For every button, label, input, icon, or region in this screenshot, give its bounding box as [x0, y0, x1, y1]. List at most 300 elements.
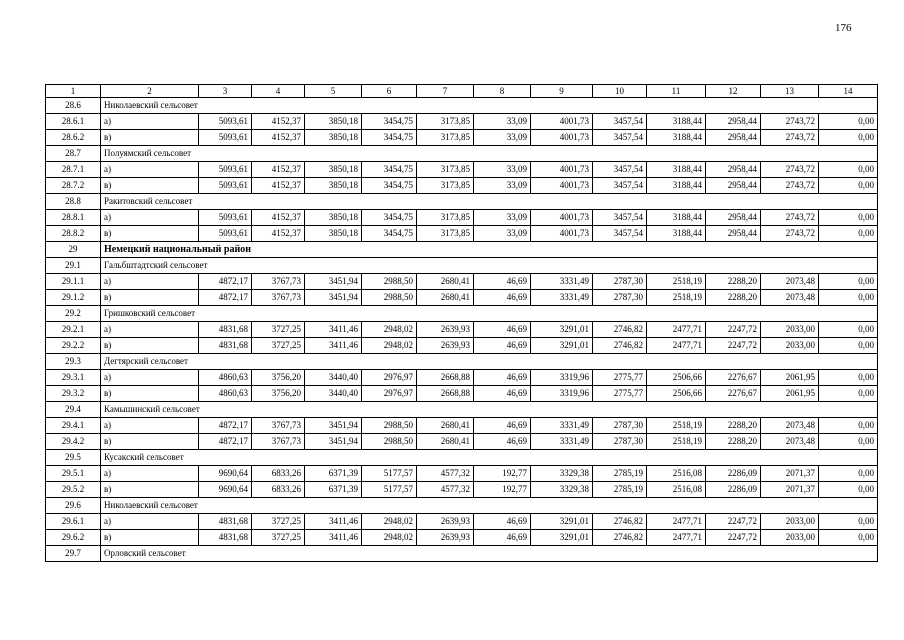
row-code: 28.6.2	[46, 130, 101, 146]
cell-value: 9690,64	[199, 482, 252, 498]
cell-value: 2033,00	[761, 530, 819, 546]
cell-value: 0,00	[819, 178, 878, 194]
section-row	[46, 546, 878, 562]
cell-value: 33,09	[474, 162, 531, 178]
cell-value: 3850,18	[305, 130, 362, 146]
column-number: 12	[706, 85, 761, 98]
cell-value: 2033,00	[761, 322, 819, 338]
cell-value: 3291,01	[531, 530, 593, 546]
row-code: 29.1	[46, 258, 101, 274]
cell-value: 3457,54	[593, 114, 647, 130]
cell-value: 2988,50	[362, 418, 417, 434]
cell-value: 2516,08	[647, 482, 706, 498]
cell-value: 0,00	[819, 226, 878, 242]
cell-value: 4152,37	[252, 130, 305, 146]
cell-value: 2746,82	[593, 530, 647, 546]
row-code: 29.5.1	[46, 466, 101, 482]
cell-value: 2288,20	[706, 418, 761, 434]
row-code: 29.6	[46, 498, 101, 514]
cell-value: 3331,49	[531, 434, 593, 450]
cell-value: 4001,73	[531, 114, 593, 130]
cell-value: 46,69	[474, 370, 531, 386]
cell-value: 3173,85	[417, 210, 474, 226]
cell-value: 2247,72	[706, 338, 761, 354]
cell-value: 3727,25	[252, 322, 305, 338]
row-code: 28.7.1	[46, 162, 101, 178]
cell-value: 3457,54	[593, 130, 647, 146]
cell-value: 3173,85	[417, 178, 474, 194]
cell-value: 2518,19	[647, 274, 706, 290]
cell-value: 4001,73	[531, 226, 593, 242]
column-number-row	[46, 85, 878, 98]
cell-value: 4872,17	[199, 418, 252, 434]
cell-value: 0,00	[819, 338, 878, 354]
cell-value: 2746,82	[593, 322, 647, 338]
cell-value: 3319,96	[531, 370, 593, 386]
cell-value: 2785,19	[593, 482, 647, 498]
table-row	[46, 482, 878, 498]
cell-value: 46,69	[474, 386, 531, 402]
cell-value: 3291,01	[531, 338, 593, 354]
cell-value: 2958,44	[706, 114, 761, 130]
cell-value: 0,00	[819, 386, 878, 402]
section-row	[46, 258, 878, 274]
cell-value: 3457,54	[593, 226, 647, 242]
cell-value: 46,69	[474, 514, 531, 530]
cell-value: 33,09	[474, 130, 531, 146]
row-label: а)	[101, 322, 199, 338]
cell-value: 2746,82	[593, 338, 647, 354]
section-row	[46, 402, 878, 418]
cell-value: 0,00	[819, 530, 878, 546]
table-row	[46, 274, 878, 290]
cell-value: 3411,46	[305, 530, 362, 546]
section-name: Кусакский сельсовет	[101, 450, 878, 466]
cell-value: 46,69	[474, 338, 531, 354]
cell-value: 3454,75	[362, 210, 417, 226]
section-name: Орловский сельсовет	[101, 546, 878, 562]
cell-value: 3331,49	[531, 274, 593, 290]
row-label: а)	[101, 162, 199, 178]
cell-value: 0,00	[819, 370, 878, 386]
cell-value: 9690,64	[199, 466, 252, 482]
cell-value: 46,69	[474, 322, 531, 338]
cell-value: 4872,17	[199, 290, 252, 306]
column-number: 3	[199, 85, 252, 98]
table-row	[46, 418, 878, 434]
cell-value: 2958,44	[706, 162, 761, 178]
row-code: 29.5	[46, 450, 101, 466]
row-code: 29.2.2	[46, 338, 101, 354]
page-number: 176	[835, 22, 852, 34]
table-row	[46, 386, 878, 402]
cell-value: 0,00	[819, 434, 878, 450]
cell-value: 5093,61	[199, 162, 252, 178]
cell-value: 192,77	[474, 482, 531, 498]
row-label: а)	[101, 466, 199, 482]
table-row	[46, 370, 878, 386]
cell-value: 4860,63	[199, 370, 252, 386]
table-row	[46, 466, 878, 482]
row-code: 29.4.2	[46, 434, 101, 450]
row-code: 28.7	[46, 146, 101, 162]
cell-value: 5177,57	[362, 466, 417, 482]
cell-value: 3727,25	[252, 338, 305, 354]
cell-value: 3454,75	[362, 226, 417, 242]
cell-value: 3454,75	[362, 114, 417, 130]
cell-value: 4001,73	[531, 178, 593, 194]
cell-value: 4831,68	[199, 322, 252, 338]
section-row	[46, 498, 878, 514]
cell-value: 4872,17	[199, 274, 252, 290]
cell-value: 5093,61	[199, 130, 252, 146]
data-table	[45, 84, 878, 562]
cell-value: 3411,46	[305, 338, 362, 354]
cell-value: 0,00	[819, 514, 878, 530]
cell-value: 3411,46	[305, 514, 362, 530]
cell-value: 3188,44	[647, 226, 706, 242]
row-code: 29.4	[46, 402, 101, 418]
section-name: Камышинский сельсовет	[101, 402, 878, 418]
row-label: а)	[101, 514, 199, 530]
cell-value: 5093,61	[199, 178, 252, 194]
row-label: а)	[101, 418, 199, 434]
table-row	[46, 162, 878, 178]
cell-value: 2286,09	[706, 466, 761, 482]
section-row	[46, 98, 878, 114]
cell-value: 2033,00	[761, 514, 819, 530]
table-row	[46, 434, 878, 450]
section-name: Гришковский сельсовет	[101, 306, 878, 322]
cell-value: 2680,41	[417, 274, 474, 290]
row-label: а)	[101, 274, 199, 290]
cell-value: 2288,20	[706, 290, 761, 306]
cell-value: 0,00	[819, 130, 878, 146]
cell-value: 6833,26	[252, 482, 305, 498]
cell-value: 2785,19	[593, 466, 647, 482]
row-code: 28.8	[46, 194, 101, 210]
cell-value: 3850,18	[305, 210, 362, 226]
row-code: 29.2	[46, 306, 101, 322]
cell-value: 2787,30	[593, 418, 647, 434]
cell-value: 4152,37	[252, 178, 305, 194]
section-row	[46, 146, 878, 162]
cell-value: 2639,93	[417, 530, 474, 546]
cell-value: 4831,68	[199, 338, 252, 354]
cell-value: 2668,88	[417, 370, 474, 386]
cell-value: 2948,02	[362, 338, 417, 354]
cell-value: 2073,48	[761, 418, 819, 434]
table-row	[46, 130, 878, 146]
cell-value: 3440,40	[305, 370, 362, 386]
section-row	[46, 306, 878, 322]
cell-value: 5093,61	[199, 226, 252, 242]
column-number: 2	[101, 85, 199, 98]
cell-value: 4152,37	[252, 210, 305, 226]
column-number: 8	[474, 85, 531, 98]
cell-value: 3173,85	[417, 162, 474, 178]
table-row	[46, 114, 878, 130]
section-row	[46, 450, 878, 466]
row-label: в)	[101, 434, 199, 450]
column-number: 4	[252, 85, 305, 98]
cell-value: 2958,44	[706, 178, 761, 194]
cell-value: 2958,44	[706, 226, 761, 242]
row-label: а)	[101, 370, 199, 386]
cell-value: 6833,26	[252, 466, 305, 482]
row-code: 29.4.1	[46, 418, 101, 434]
cell-value: 33,09	[474, 210, 531, 226]
cell-value: 3767,73	[252, 290, 305, 306]
cell-value: 2477,71	[647, 530, 706, 546]
cell-value: 2680,41	[417, 434, 474, 450]
table-row	[46, 226, 878, 242]
cell-value: 46,69	[474, 530, 531, 546]
cell-value: 2958,44	[706, 130, 761, 146]
cell-value: 3329,38	[531, 482, 593, 498]
cell-value: 2746,82	[593, 514, 647, 530]
cell-value: 0,00	[819, 466, 878, 482]
table-row	[46, 514, 878, 530]
cell-value: 2775,77	[593, 386, 647, 402]
cell-value: 46,69	[474, 434, 531, 450]
cell-value: 3291,01	[531, 514, 593, 530]
cell-value: 2743,72	[761, 210, 819, 226]
cell-value: 2061,95	[761, 370, 819, 386]
cell-value: 2775,77	[593, 370, 647, 386]
cell-value: 3440,40	[305, 386, 362, 402]
cell-value: 4001,73	[531, 162, 593, 178]
section-name: Николаевский сельсовет	[101, 498, 878, 514]
cell-value: 3727,25	[252, 530, 305, 546]
row-label: в)	[101, 178, 199, 194]
row-label: в)	[101, 290, 199, 306]
row-code: 29.5.2	[46, 482, 101, 498]
cell-value: 3188,44	[647, 178, 706, 194]
column-number: 9	[531, 85, 593, 98]
cell-value: 3188,44	[647, 162, 706, 178]
cell-value: 3756,20	[252, 370, 305, 386]
cell-value: 3457,54	[593, 210, 647, 226]
cell-value: 4152,37	[252, 226, 305, 242]
row-label: в)	[101, 338, 199, 354]
cell-value: 2276,67	[706, 370, 761, 386]
cell-value: 2518,19	[647, 290, 706, 306]
cell-value: 2787,30	[593, 434, 647, 450]
cell-value: 2477,71	[647, 338, 706, 354]
cell-value: 3454,75	[362, 178, 417, 194]
cell-value: 3173,85	[417, 226, 474, 242]
cell-value: 33,09	[474, 226, 531, 242]
district-name: Немецкий национальный район	[101, 242, 878, 258]
table-row	[46, 290, 878, 306]
cell-value: 3188,44	[647, 130, 706, 146]
cell-value: 2073,48	[761, 290, 819, 306]
cell-value: 33,09	[474, 178, 531, 194]
row-code: 29.6.2	[46, 530, 101, 546]
cell-value: 2518,19	[647, 418, 706, 434]
cell-value: 0,00	[819, 274, 878, 290]
cell-value: 0,00	[819, 322, 878, 338]
cell-value: 3767,73	[252, 274, 305, 290]
cell-value: 4152,37	[252, 162, 305, 178]
cell-value: 2743,72	[761, 226, 819, 242]
section-name: Дегтярский сельсовет	[101, 354, 878, 370]
cell-value: 2948,02	[362, 322, 417, 338]
cell-value: 46,69	[474, 418, 531, 434]
cell-value: 2680,41	[417, 290, 474, 306]
cell-value: 2288,20	[706, 434, 761, 450]
cell-value: 4577,32	[417, 466, 474, 482]
cell-value: 2276,67	[706, 386, 761, 402]
cell-value: 2247,72	[706, 514, 761, 530]
section-name: Гальбштадтский сельсовет	[101, 258, 878, 274]
cell-value: 2639,93	[417, 514, 474, 530]
cell-value: 0,00	[819, 114, 878, 130]
cell-value: 4001,73	[531, 130, 593, 146]
row-label: в)	[101, 530, 199, 546]
cell-value: 4001,73	[531, 210, 593, 226]
cell-value: 4831,68	[199, 530, 252, 546]
cell-value: 2743,72	[761, 162, 819, 178]
cell-value: 4831,68	[199, 514, 252, 530]
cell-value: 3411,46	[305, 322, 362, 338]
section-row	[46, 194, 878, 210]
cell-value: 3457,54	[593, 162, 647, 178]
cell-value: 2680,41	[417, 418, 474, 434]
cell-value: 2976,97	[362, 370, 417, 386]
cell-value: 3331,49	[531, 290, 593, 306]
column-number: 1	[46, 85, 101, 98]
cell-value: 3188,44	[647, 210, 706, 226]
cell-value: 3173,85	[417, 114, 474, 130]
cell-value: 2743,72	[761, 114, 819, 130]
section-name: Полуямский сельсовет	[101, 146, 878, 162]
cell-value: 0,00	[819, 290, 878, 306]
cell-value: 3767,73	[252, 434, 305, 450]
row-label: в)	[101, 226, 199, 242]
column-number: 7	[417, 85, 474, 98]
cell-value: 3454,75	[362, 162, 417, 178]
cell-value: 2477,71	[647, 514, 706, 530]
cell-value: 2743,72	[761, 178, 819, 194]
row-code: 28.6	[46, 98, 101, 114]
cell-value: 2743,72	[761, 130, 819, 146]
cell-value: 3329,38	[531, 466, 593, 482]
cell-value: 2948,02	[362, 514, 417, 530]
row-label: а)	[101, 210, 199, 226]
cell-value: 2787,30	[593, 274, 647, 290]
cell-value: 4577,32	[417, 482, 474, 498]
cell-value: 0,00	[819, 418, 878, 434]
cell-value: 2988,50	[362, 290, 417, 306]
row-label: в)	[101, 386, 199, 402]
cell-value: 5093,61	[199, 210, 252, 226]
column-number: 11	[647, 85, 706, 98]
section-name: Ракитовский сельсовет	[101, 194, 878, 210]
cell-value: 2516,08	[647, 466, 706, 482]
cell-value: 2988,50	[362, 434, 417, 450]
cell-value: 0,00	[819, 210, 878, 226]
cell-value: 3451,94	[305, 434, 362, 450]
row-code: 29.1.2	[46, 290, 101, 306]
cell-value: 3850,18	[305, 178, 362, 194]
cell-value: 3850,18	[305, 114, 362, 130]
cell-value: 4152,37	[252, 114, 305, 130]
cell-value: 2506,66	[647, 386, 706, 402]
cell-value: 0,00	[819, 482, 878, 498]
cell-value: 6371,39	[305, 482, 362, 498]
cell-value: 2247,72	[706, 530, 761, 546]
cell-value: 2247,72	[706, 322, 761, 338]
cell-value: 3451,94	[305, 274, 362, 290]
cell-value: 3727,25	[252, 514, 305, 530]
cell-value: 2061,95	[761, 386, 819, 402]
row-code: 28.8.1	[46, 210, 101, 226]
table-row	[46, 178, 878, 194]
row-code: 29.6.1	[46, 514, 101, 530]
section-name: Николаевский сельсовет	[101, 98, 878, 114]
table-row	[46, 210, 878, 226]
cell-value: 3457,54	[593, 178, 647, 194]
row-code: 29.3.2	[46, 386, 101, 402]
row-code: 29	[46, 242, 101, 258]
cell-value: 3188,44	[647, 114, 706, 130]
column-number: 6	[362, 85, 417, 98]
row-code: 29.2.1	[46, 322, 101, 338]
cell-value: 3331,49	[531, 418, 593, 434]
row-label: а)	[101, 114, 199, 130]
cell-value: 3451,94	[305, 290, 362, 306]
section-row	[46, 354, 878, 370]
table-row	[46, 530, 878, 546]
cell-value: 2948,02	[362, 530, 417, 546]
cell-value: 33,09	[474, 114, 531, 130]
cell-value: 2288,20	[706, 274, 761, 290]
cell-value: 4872,17	[199, 434, 252, 450]
cell-value: 192,77	[474, 466, 531, 482]
cell-value: 5177,57	[362, 482, 417, 498]
row-label: в)	[101, 482, 199, 498]
cell-value: 46,69	[474, 290, 531, 306]
row-code: 28.7.2	[46, 178, 101, 194]
cell-value: 46,69	[474, 274, 531, 290]
cell-value: 2286,09	[706, 482, 761, 498]
row-code: 29.3.1	[46, 370, 101, 386]
table-body	[46, 85, 878, 562]
cell-value: 3850,18	[305, 162, 362, 178]
cell-value: 3454,75	[362, 130, 417, 146]
cell-value: 3319,96	[531, 386, 593, 402]
row-code: 29.7	[46, 546, 101, 562]
cell-value: 2988,50	[362, 274, 417, 290]
column-number: 5	[305, 85, 362, 98]
row-code: 29.1.1	[46, 274, 101, 290]
cell-value: 3291,01	[531, 322, 593, 338]
cell-value: 2071,37	[761, 482, 819, 498]
cell-value: 2073,48	[761, 434, 819, 450]
cell-value: 3173,85	[417, 130, 474, 146]
column-number: 14	[819, 85, 878, 98]
cell-value: 2976,97	[362, 386, 417, 402]
table-row	[46, 322, 878, 338]
cell-value: 5093,61	[199, 114, 252, 130]
cell-value: 3451,94	[305, 418, 362, 434]
cell-value: 4860,63	[199, 386, 252, 402]
cell-value: 2506,66	[647, 370, 706, 386]
cell-value: 2958,44	[706, 210, 761, 226]
cell-value: 2073,48	[761, 274, 819, 290]
